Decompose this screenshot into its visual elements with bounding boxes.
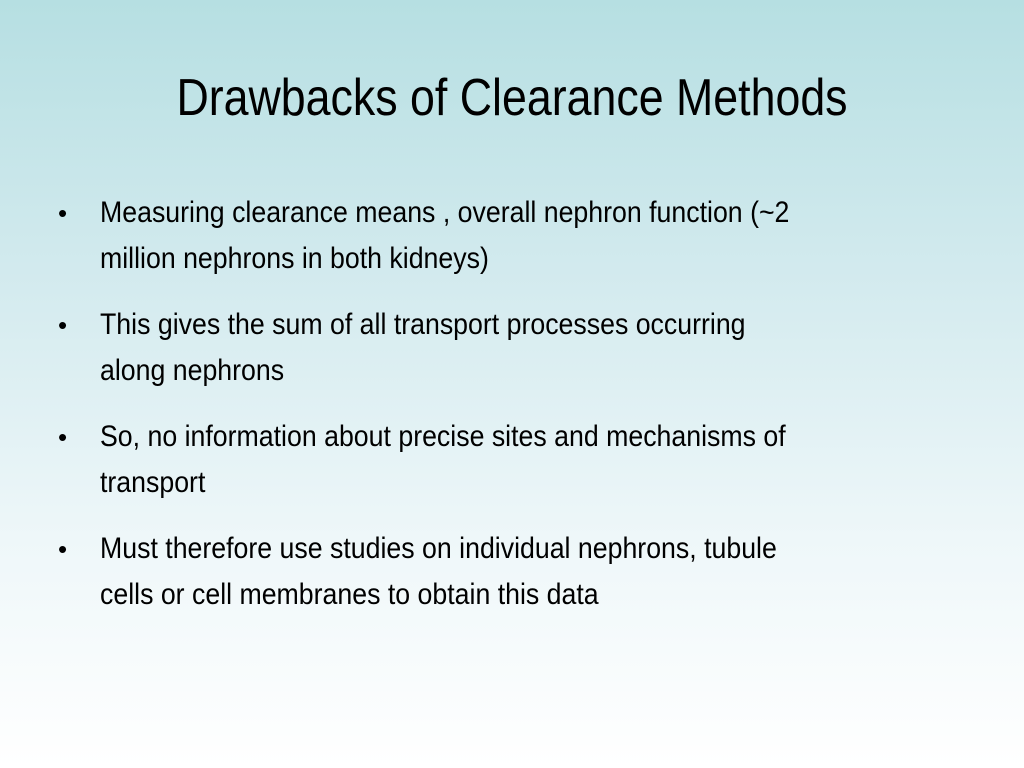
bullet-icon: • [58, 534, 68, 564]
bullet-line: Measuring clearance means , overall nephron function (~2 [100, 196, 790, 229]
bullet-line: Must therefore use studies on individual nephrons, tubule [100, 532, 777, 565]
bullet-text [100, 526, 990, 618]
bullet-line: along nephrons [100, 354, 285, 387]
bullet-icon: • [58, 198, 68, 228]
bullet-list [58, 190, 988, 638]
bullet-item [58, 414, 988, 506]
bullet-item [58, 302, 988, 394]
bullet-item [58, 526, 988, 618]
bullet-line: million nephrons in both kidneys) [100, 242, 489, 275]
bullet-line: So, no information about precise sites and mechanisms of [100, 420, 786, 453]
bullet-text [100, 302, 990, 394]
bullet-item [58, 190, 988, 282]
bullet-text [100, 414, 990, 506]
bullet-icon: • [58, 310, 68, 340]
slide-title: Drawbacks of Clearance Methods [176, 69, 848, 127]
bullet-icon: • [58, 422, 68, 452]
bullet-line: This gives the sum of all transport processes occurring [100, 308, 746, 341]
bullet-text [100, 190, 990, 282]
bullet-line: cells or cell membranes to obtain this data [100, 578, 599, 611]
bullet-line: transport [100, 466, 206, 499]
